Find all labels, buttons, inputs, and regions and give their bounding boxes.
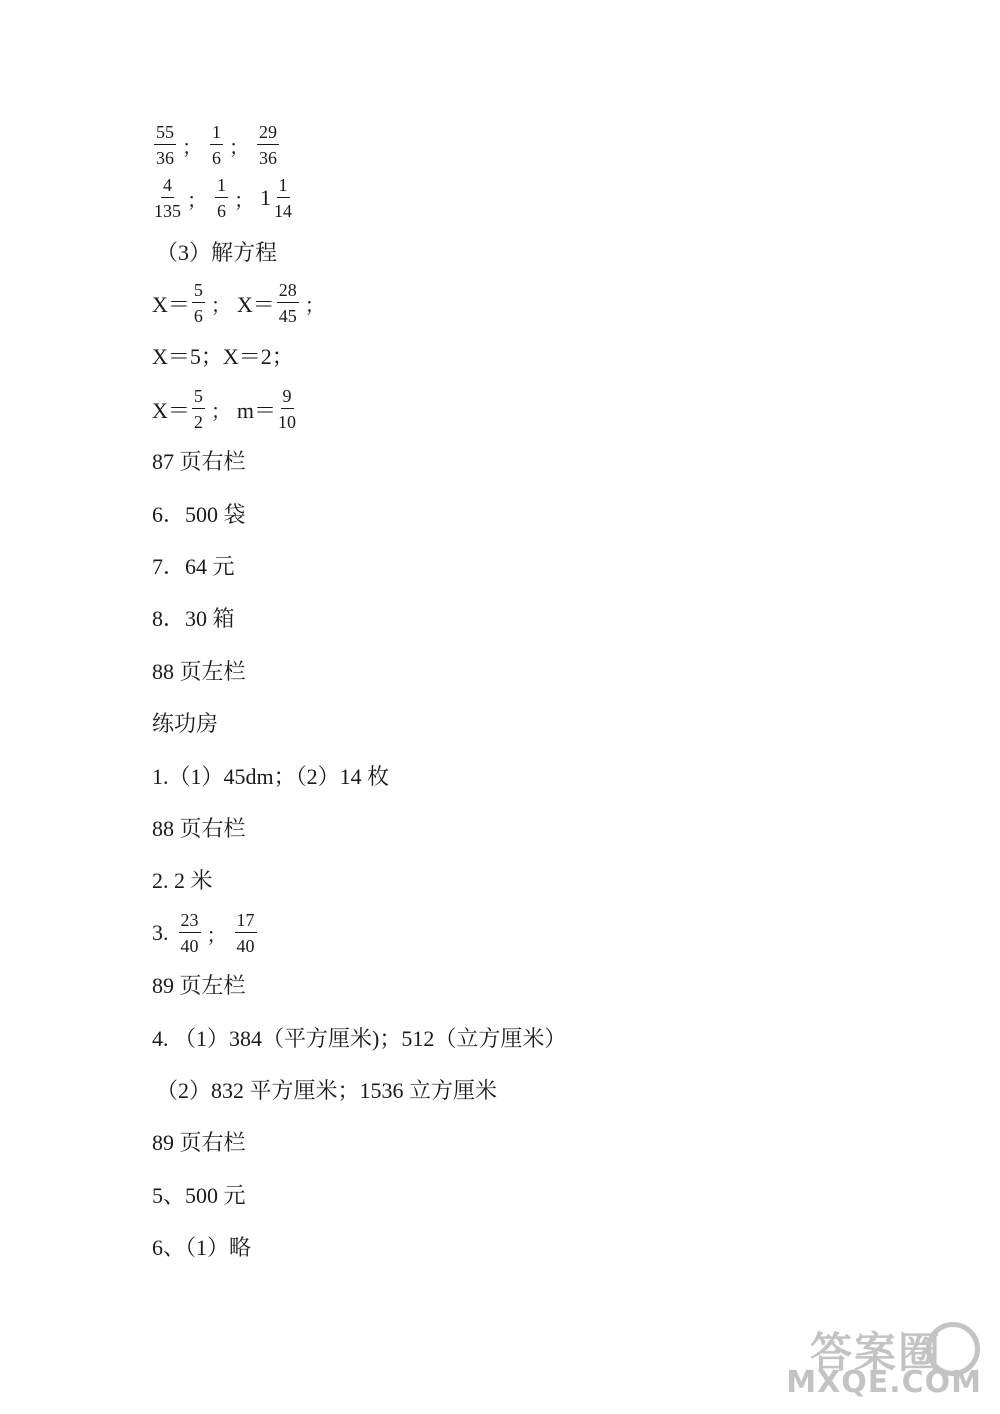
fraction: $\frac{29}{36}$ — [259, 122, 277, 168]
fraction: $\frac{28}{45}$ — [278, 280, 297, 326]
fraction: $\frac{1}{6}$ — [217, 175, 226, 221]
answer-4: 4. （1）384（平方厘米)；512（立方厘米） — [152, 1026, 567, 1051]
equation-row-3: X＝ $\frac{5}{2}$ ； m＝ $\frac{9}{10}$ — [152, 386, 297, 432]
answer-5: 5、500 元 — [152, 1183, 246, 1208]
page-section-label: 87 页右栏 — [152, 449, 246, 474]
fraction: $\frac{9}{10}$ — [278, 386, 297, 432]
fraction: $\frac{1}{6}$ — [212, 122, 221, 168]
equation-row-1: X＝ $\frac{5}{6}$ ； X＝ $\frac{28}{45}$ ； — [152, 280, 325, 326]
page-section-label: 88 页左栏 — [152, 659, 246, 684]
section-heading-solve: （3）解方程 — [156, 240, 278, 265]
answer-6-part-1: 6、（1）略 — [152, 1235, 252, 1260]
mixed-number-whole: 1 — [260, 185, 271, 210]
answer-2: 2. 2 米 — [152, 868, 213, 893]
fraction: $\frac{5}{6}$ — [193, 280, 203, 326]
answer-7: 7．64 元 — [152, 554, 235, 579]
answer-3: 3. $\frac{23}{40}$ ； $\frac{17}{40}$ — [152, 910, 255, 956]
fraction: $\frac{55}{36}$ — [156, 122, 174, 168]
page-section-label: 89 页右栏 — [152, 1130, 246, 1155]
fraction: $\frac{4}{135}$ — [154, 175, 181, 221]
page-section-label: 88 页右栏 — [152, 816, 246, 841]
fraction: $\frac{5}{2}$ — [193, 386, 203, 432]
fraction-row-2: $\frac{4}{135}$ ； $\frac{1}{6}$ ； 1 $\frac{1}{14}$ — [154, 175, 292, 221]
answer-6: 6．500 袋 — [152, 502, 246, 527]
section-heading-practice: 练功房 — [152, 711, 219, 736]
fraction-row-1: $\frac{55}{36}$ ； $\frac{1}{6}$ ； $\frac{29}{36}$ — [156, 122, 277, 168]
page-section-label: 89 页左栏 — [152, 973, 246, 998]
answer-8: 8．30 箱 — [152, 606, 235, 631]
fraction: $\frac{17}{40}$ — [236, 910, 255, 956]
fraction: $\frac{1}{14}$ — [274, 175, 292, 221]
equation-row-2: X＝5；X＝2； — [152, 344, 294, 369]
watermark-logo: 答案圈 MXQE.COM — [802, 1320, 982, 1400]
fraction: $\frac{23}{40}$ — [180, 910, 199, 956]
answer-4-part-2: （2）832 平方厘米；1536 立方厘米 — [156, 1078, 498, 1103]
answer-1: 1.（1）45dm；（2）14 枚 — [152, 764, 390, 789]
